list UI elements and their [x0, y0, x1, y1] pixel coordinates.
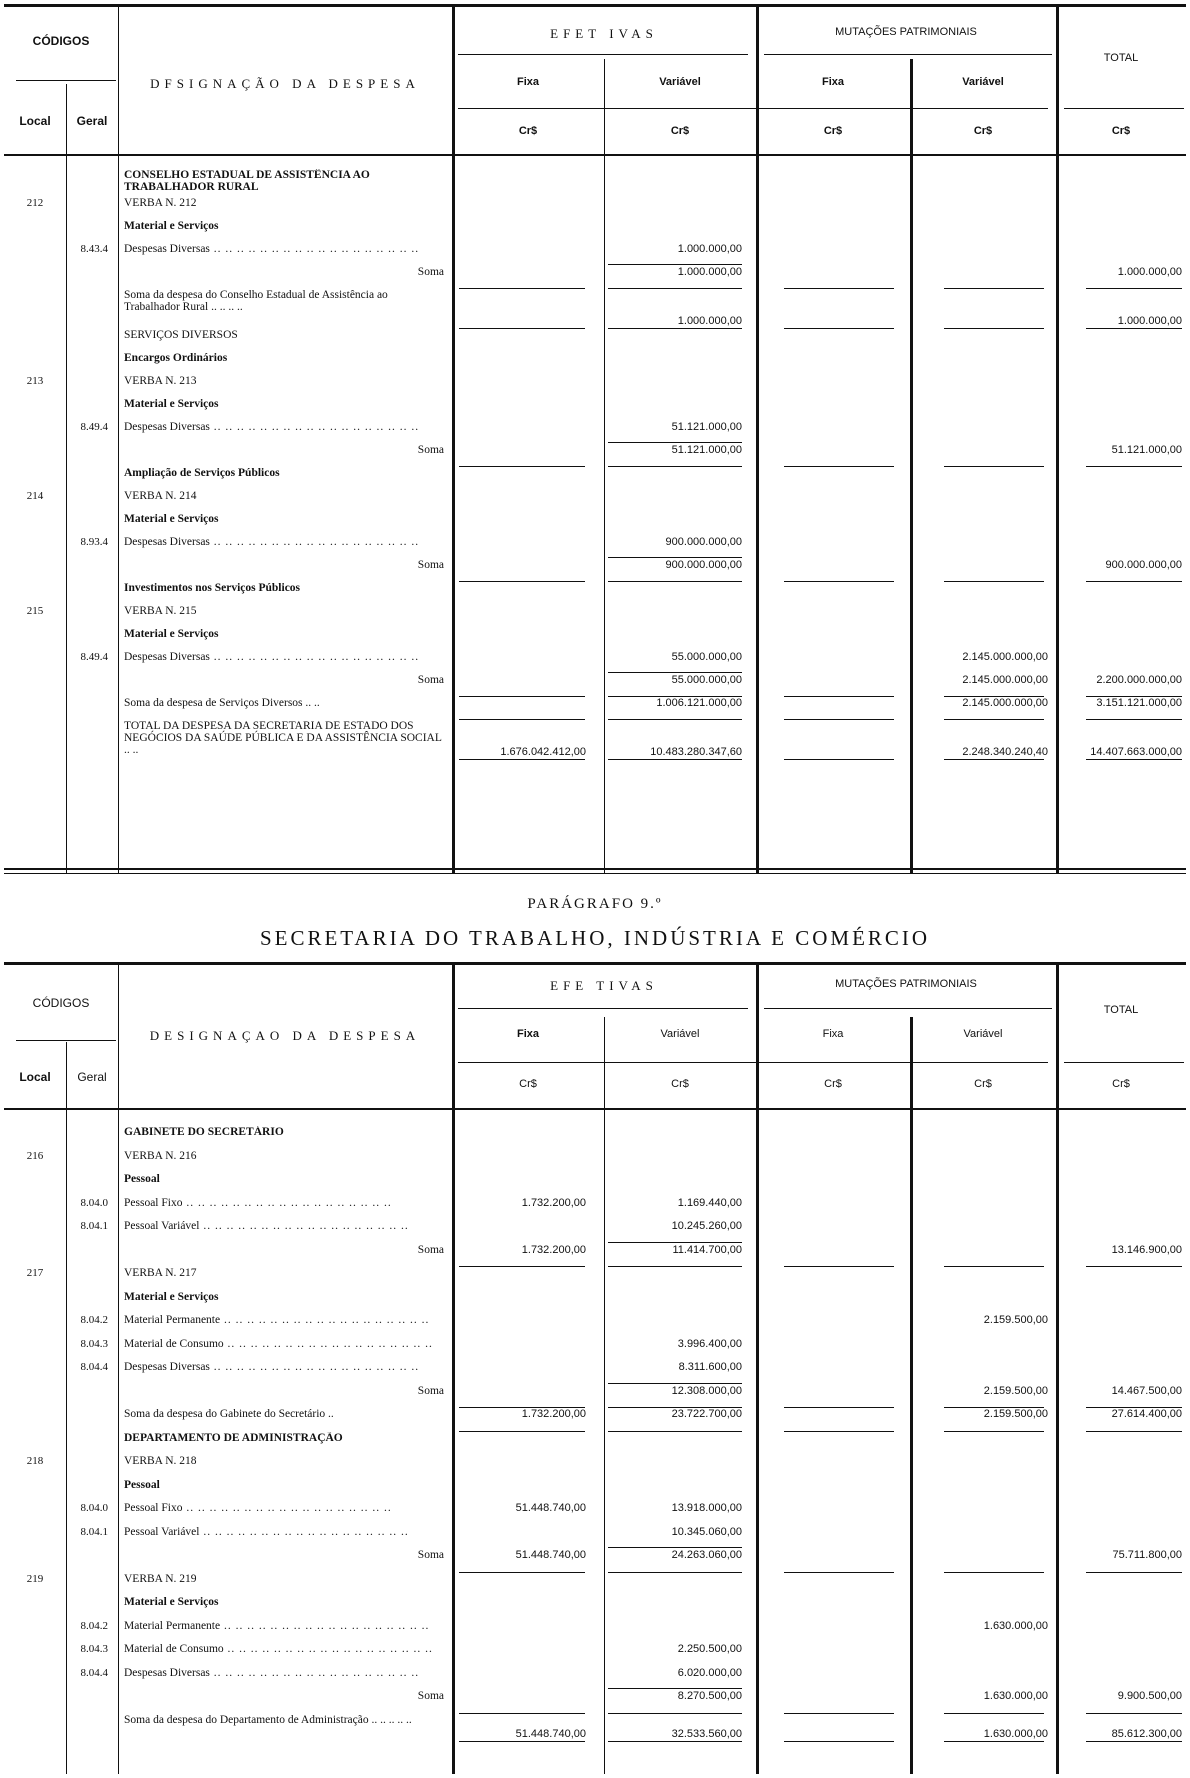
code-local: 217	[26, 1267, 44, 1279]
table-row	[4, 1714, 1186, 1742]
expense-designation: Soma da despesa do Departamento de Administração .. .. .. .. ..	[124, 1713, 412, 1726]
header-fixa: Fixa	[516, 76, 539, 88]
code-geral: 8.93.4	[80, 536, 108, 548]
amount-efetiva-fixa: 1.732.200,00	[521, 1243, 586, 1256]
amount-efetiva-variavel: 10.245.260,00	[671, 1220, 742, 1232]
amount-efetiva-variavel: 1.006.121.000,00	[656, 697, 742, 709]
soma-label: Soma	[417, 444, 444, 456]
amount-mutacao-variavel: 2.145.000.000,00	[962, 674, 1048, 686]
code-geral: 8.43.4	[80, 243, 108, 255]
expense-designation: Soma da despesa do Conselho Estadual de Assistência ao Trabalhador Rural .. .. .. ..	[124, 289, 388, 313]
sum-rule	[608, 1383, 742, 1384]
amount-mutacao-variavel: 2.248.340.240,40	[962, 746, 1048, 758]
expense-designation: Material e Serviços	[124, 1596, 219, 1608]
amount-total: 3.151.121.000,00	[1096, 697, 1182, 709]
table-row	[4, 1549, 1186, 1573]
expense-designation: Pessoal	[124, 1173, 160, 1185]
expense-designation: VERBA N. 215	[124, 605, 197, 617]
amount-efetiva-variavel: 12.308.000,00	[671, 1384, 742, 1397]
amount-total: 9.900.500,00	[1117, 1690, 1182, 1702]
amount-total: 14.467.500,00	[1111, 1384, 1182, 1397]
amount-total: 1.000.000,00	[1117, 266, 1182, 278]
table-row	[4, 1150, 1186, 1174]
header-currency: Cr$	[671, 1078, 689, 1090]
table-row	[4, 1432, 1186, 1456]
code-geral: 8.49.4	[80, 421, 108, 433]
amount-efetiva-variavel: 10.483.280.347,60	[650, 746, 742, 758]
table-row	[4, 582, 1186, 605]
sum-rule	[459, 759, 585, 760]
header-geral: Geral	[77, 1070, 107, 1084]
header-codigos: CÓDIGOS	[32, 34, 90, 48]
table-row	[4, 1690, 1186, 1714]
header-fixa: Fixa	[822, 1028, 844, 1040]
header-currency: Cr$	[670, 125, 690, 137]
amount-total: 13.146.900,00	[1111, 1243, 1182, 1256]
table-row	[4, 1502, 1186, 1526]
header-currency: Cr$	[1111, 125, 1131, 137]
header-rule	[764, 1008, 1052, 1009]
table-row	[4, 1526, 1186, 1550]
header-mutacoes: MUTAÇÕES PATRIMONIAIS	[835, 26, 977, 38]
header-rule	[1064, 108, 1184, 109]
expense-designation: Pessoal Fixo .. ..	[124, 1197, 444, 1209]
header-currency: Cr$	[518, 125, 538, 137]
amount-efetiva-variavel: 24.263.060,00	[671, 1549, 742, 1561]
table-row	[4, 375, 1186, 398]
header-currency: Cr$	[519, 1078, 537, 1090]
table-row	[4, 1126, 1186, 1150]
code-geral: 8.04.0	[80, 1196, 108, 1209]
expense-designation: Despesas Diversas .. ..	[124, 243, 444, 255]
code-geral: 8.04.1	[80, 1220, 108, 1232]
header-designacao: DESIGNAÇAO DA DESPESA	[149, 1028, 421, 1043]
soma-label: Soma	[417, 1384, 444, 1397]
header-rule	[458, 54, 748, 55]
table-row	[4, 559, 1186, 582]
code-geral: 8.04.2	[80, 1619, 108, 1632]
table-row	[4, 1620, 1186, 1644]
table-row	[4, 289, 1186, 329]
expense-designation: CONSELHO ESTADUAL DE ASSISTÊNCIA AO TRABALHADOR RURAL	[124, 169, 370, 193]
code-local: 213	[26, 375, 44, 387]
table-top-border	[4, 962, 1186, 965]
header-rule	[16, 1040, 116, 1041]
amount-mutacao-variavel: 2.159.500,00	[983, 1314, 1048, 1326]
header-currency: Cr$	[973, 125, 993, 137]
amount-total: 75.711.800,00	[1112, 1549, 1182, 1561]
amount-efetiva-variavel: 10.345.060,00	[671, 1525, 742, 1538]
soma-label: Soma	[417, 1690, 444, 1702]
table-row	[4, 1314, 1186, 1338]
amount-mutacao-variavel: 1.630.000,00	[983, 1727, 1048, 1740]
amount-efetiva-variavel: 55.000.000,00	[671, 651, 742, 663]
header-rule	[458, 1062, 1048, 1063]
soma-label: Soma	[417, 266, 444, 278]
expense-table-top	[4, 4, 1186, 874]
table-row	[4, 1291, 1186, 1315]
amount-efetiva-variavel: 51.121.000,00	[671, 444, 742, 456]
table-row	[4, 329, 1186, 352]
table-row	[4, 444, 1186, 467]
amount-efetiva-fixa: 1.676.042.412,00	[500, 746, 586, 758]
expense-designation: Despesas Diversas .. ..	[124, 421, 444, 433]
table-row	[4, 266, 1186, 289]
table-row	[4, 1197, 1186, 1221]
table-row	[4, 421, 1186, 444]
code-local: 215	[26, 605, 44, 617]
sum-rule	[784, 1741, 894, 1742]
amount-efetiva-variavel: 11.414.700,00	[672, 1243, 742, 1256]
expense-designation: Material e Serviços	[124, 513, 219, 525]
amount-efetiva-variavel: 1.000.000,00	[677, 266, 742, 278]
sum-rule	[784, 759, 894, 760]
expense-designation: Encargos Ordinários	[124, 352, 228, 364]
code-geral: 8.04.3	[80, 1643, 108, 1655]
table-row	[4, 674, 1186, 697]
expense-designation: VERBA N. 219	[124, 1572, 197, 1585]
amount-efetiva-fixa: 51.448.740,00	[515, 1502, 586, 1514]
expense-designation: TOTAL DA DESPESA DA SECRETARIA DE ESTADO DOS NEGÓCIOS DA SAÚDE PÚBLICA E DA ASSISTÊNCIA SOCIAL .. ..	[124, 720, 442, 756]
expense-designation: VERBA N. 217	[124, 1267, 197, 1279]
table-row	[4, 398, 1186, 421]
expense-designation: Pessoal Fixo .. ..	[124, 1502, 444, 1514]
amount-efetiva-variavel: 900.000.000,00	[665, 559, 742, 571]
table-row	[4, 1338, 1186, 1362]
table-row	[4, 197, 1186, 220]
code-geral: 8.04.0	[80, 1502, 108, 1514]
amount-efetiva-variavel: 8.311.600,00	[678, 1361, 742, 1373]
sum-rule	[944, 1741, 1044, 1742]
table-row	[4, 1385, 1186, 1409]
table-row	[4, 1408, 1186, 1432]
expense-designation: Material de Consumo .. ..	[124, 1338, 444, 1350]
amount-efetiva-variavel: 8.270.500,00	[677, 1690, 742, 1702]
table-row	[4, 1667, 1186, 1691]
sum-rule	[608, 759, 742, 760]
amount-efetiva-variavel: 51.121.000,00	[671, 421, 742, 433]
expense-designation: DEPARTAMENTO DE ADMINISTRAÇÃO	[124, 1431, 343, 1444]
amount-efetiva-variavel: 900.000.000,00	[665, 536, 742, 548]
amount-mutacao-variavel: 2.145.000.000,00	[962, 651, 1048, 663]
expense-designation: VERBA N. 216	[124, 1149, 197, 1162]
amount-efetiva-variavel: 1.169.440,00	[677, 1196, 742, 1209]
table-bottom-border	[4, 868, 1186, 870]
expense-designation: GABINETE DO SECRETÁRIO	[124, 1126, 284, 1138]
table-row	[4, 720, 1186, 760]
table-row	[4, 1173, 1186, 1197]
table-row	[4, 651, 1186, 674]
header-variavel: Variável	[963, 1028, 1003, 1040]
header-currency: Cr$	[1112, 1078, 1130, 1090]
header-efetivas: EFE TIVAS	[550, 978, 658, 993]
sum-rule	[608, 442, 742, 443]
table-row	[4, 1643, 1186, 1667]
header-bottom-border	[4, 1108, 1186, 1110]
amount-efetiva-variavel: 32.533.560,00	[671, 1727, 742, 1740]
header-mutacoes: MUTAÇÕES PATRIMONIAIS	[835, 978, 977, 990]
code-geral: 8.04.4	[80, 1666, 108, 1679]
header-rule	[458, 1008, 748, 1009]
code-geral: 8.49.4	[80, 651, 108, 663]
amount-total: 85.612.300,00	[1111, 1727, 1182, 1740]
header-rule	[458, 108, 1048, 109]
table-row	[4, 605, 1186, 628]
table-row	[4, 243, 1186, 266]
expense-designation: Despesas Diversas .. ..	[124, 651, 444, 663]
code-local: 218	[26, 1455, 44, 1467]
amount-efetiva-variavel: 2.250.500,00	[677, 1643, 742, 1655]
amount-efetiva-variavel: 55.000.000,00	[671, 674, 742, 686]
header-variavel: Variável	[962, 76, 1004, 88]
code-geral: 8.04.2	[80, 1314, 108, 1326]
table-row	[4, 1267, 1186, 1291]
header-variavel: Variável	[659, 76, 701, 88]
amount-efetiva-fixa: 1.732.200,00	[521, 1408, 586, 1420]
sum-rule	[608, 1242, 742, 1243]
amount-total: 2.200.000.000,00	[1096, 674, 1182, 686]
sum-rule	[1086, 759, 1182, 760]
expense-designation: Material e Serviços	[124, 398, 219, 410]
amount-efetiva-variavel: 1.000.000,00	[677, 243, 742, 255]
sum-rule	[608, 1688, 742, 1689]
code-local: 219	[26, 1572, 44, 1585]
secretaria-title: SECRETARIA DO TRABALHO, INDÚSTRIA E COMÉRCIO	[259, 926, 931, 950]
expense-designation: Despesas Diversas .. ..	[124, 1361, 444, 1373]
table-row	[4, 490, 1186, 513]
table-row	[4, 1479, 1186, 1503]
table-bottom-border	[4, 873, 1186, 874]
amount-mutacao-variavel: 1.630.000,00	[983, 1619, 1048, 1632]
header-designacao: DFSIGNAÇÃO DA DESPESA	[150, 76, 420, 91]
expense-designation: VERBA N. 218	[124, 1455, 197, 1467]
code-local: 214	[26, 490, 44, 502]
table-row	[4, 536, 1186, 559]
table-row	[4, 1220, 1186, 1244]
table-row	[4, 352, 1186, 375]
expense-designation: VERBA N. 212	[124, 197, 197, 209]
expense-designation: Pessoal Variável .. ..	[124, 1220, 444, 1232]
header-currency: Cr$	[823, 125, 843, 137]
expense-designation: Material de Consumo .. ..	[124, 1643, 444, 1655]
code-geral: 8.04.1	[80, 1525, 108, 1538]
expense-designation: Soma da despesa de Serviços Diversos .. ..	[124, 697, 320, 709]
amount-total: 900.000.000,00	[1105, 559, 1182, 571]
sum-rule	[944, 759, 1044, 760]
table-top-border	[4, 4, 1186, 7]
amount-efetiva-variavel: 6.020.000,00	[677, 1666, 742, 1679]
soma-label: Soma	[417, 1243, 444, 1256]
header-total: TOTAL	[1103, 52, 1139, 64]
sum-rule	[459, 1741, 585, 1742]
amount-efetiva-fixa: 1.732.200,00	[521, 1196, 586, 1209]
header-total: TOTAL	[1103, 1004, 1139, 1016]
header-variavel: Variável	[660, 1028, 700, 1040]
header-currency: Cr$	[824, 1078, 842, 1090]
amount-mutacao-variavel: 1.630.000,00	[983, 1690, 1048, 1702]
code-local: 212	[26, 197, 44, 209]
expense-designation: Despesas Diversas .. ..	[124, 1667, 444, 1679]
amount-efetiva-variavel: 1.000.000,00	[677, 315, 742, 327]
amount-total: 27.614.400,00	[1111, 1408, 1182, 1420]
expense-designation: Soma da despesa do Gabinete do Secretário ..	[124, 1408, 334, 1420]
soma-label: Soma	[417, 674, 444, 686]
header-fixa: Fixa	[821, 76, 844, 88]
paragraph-title: PARÁGRAFO 9.º	[527, 896, 663, 912]
header-rule	[764, 54, 1052, 55]
table-row	[4, 220, 1186, 243]
amount-efetiva-fixa: 51.448.740,00	[515, 1727, 586, 1740]
expense-designation: Pessoal Variável .. ..	[124, 1526, 444, 1538]
expense-designation: Ampliação de Serviços Públicos	[124, 467, 280, 479]
amount-total: 14.407.663.000,00	[1090, 746, 1182, 758]
sum-rule	[608, 1547, 742, 1548]
table-row	[4, 628, 1186, 651]
amount-mutacao-variavel: 2.159.500,00	[983, 1408, 1048, 1420]
amount-efetiva-variavel: 23.722.700,00	[671, 1408, 742, 1420]
soma-label: Soma	[417, 559, 444, 571]
amount-efetiva-variavel: 13.918.000,00	[671, 1502, 742, 1514]
header-codigos: CÓDIGOS	[32, 996, 90, 1010]
expense-designation: Material Permanente .. ..	[124, 1620, 444, 1632]
sum-rule	[608, 264, 742, 265]
header-currency: Cr$	[974, 1078, 992, 1090]
expense-designation: Despesas Diversas .. ..	[124, 536, 444, 548]
table-row	[4, 1573, 1186, 1597]
code-geral: 8.04.3	[80, 1337, 108, 1350]
table-row	[4, 1361, 1186, 1385]
amount-mutacao-variavel: 2.145.000.000,00	[962, 697, 1048, 709]
header-rule	[1064, 1062, 1184, 1063]
expense-designation: Material e Serviços	[124, 628, 219, 640]
code-geral: 8.04.4	[80, 1361, 108, 1373]
table-row	[4, 1244, 1186, 1268]
expense-designation: Investimentos nos Serviços Públicos	[124, 582, 301, 594]
table-row	[4, 697, 1186, 720]
table-row	[4, 1596, 1186, 1620]
amount-efetiva-variavel: 3.996.400,00	[677, 1337, 742, 1350]
expense-designation: VERBA N. 214	[124, 490, 197, 502]
expense-designation: Material e Serviços	[124, 220, 219, 232]
expense-designation: Material Permanente .. ..	[124, 1314, 444, 1326]
amount-efetiva-fixa: 51.448.740,00	[515, 1549, 586, 1561]
table-row	[4, 467, 1186, 490]
code-local: 216	[26, 1149, 44, 1162]
header-rule	[16, 80, 116, 81]
expense-table-bottom	[4, 962, 1186, 1774]
header-local: Local	[19, 114, 51, 128]
sum-rule	[608, 672, 742, 673]
table-row	[4, 169, 1186, 197]
expense-designation: VERBA N. 213	[124, 375, 197, 387]
expense-designation: SERVIÇOS DIVERSOS	[124, 329, 238, 341]
amount-total: 1.000.000,00	[1117, 315, 1182, 327]
header-local: Local	[19, 1070, 51, 1084]
sum-rule	[608, 557, 742, 558]
header-efetivas: EFET IVAS	[550, 26, 658, 41]
sum-rule	[1086, 1741, 1182, 1742]
header-fixa: Fixa	[516, 1028, 539, 1040]
soma-label: Soma	[417, 1549, 444, 1561]
sum-rule	[608, 1741, 742, 1742]
amount-mutacao-variavel: 2.159.500,00	[983, 1384, 1048, 1397]
expense-designation: Pessoal	[124, 1478, 160, 1491]
header-bottom-border	[4, 154, 1186, 156]
table-row	[4, 513, 1186, 536]
header-geral: Geral	[76, 114, 108, 128]
table-row	[4, 1455, 1186, 1479]
amount-total: 51.121.000,00	[1111, 444, 1182, 456]
expense-designation: Material e Serviços	[124, 1290, 219, 1303]
